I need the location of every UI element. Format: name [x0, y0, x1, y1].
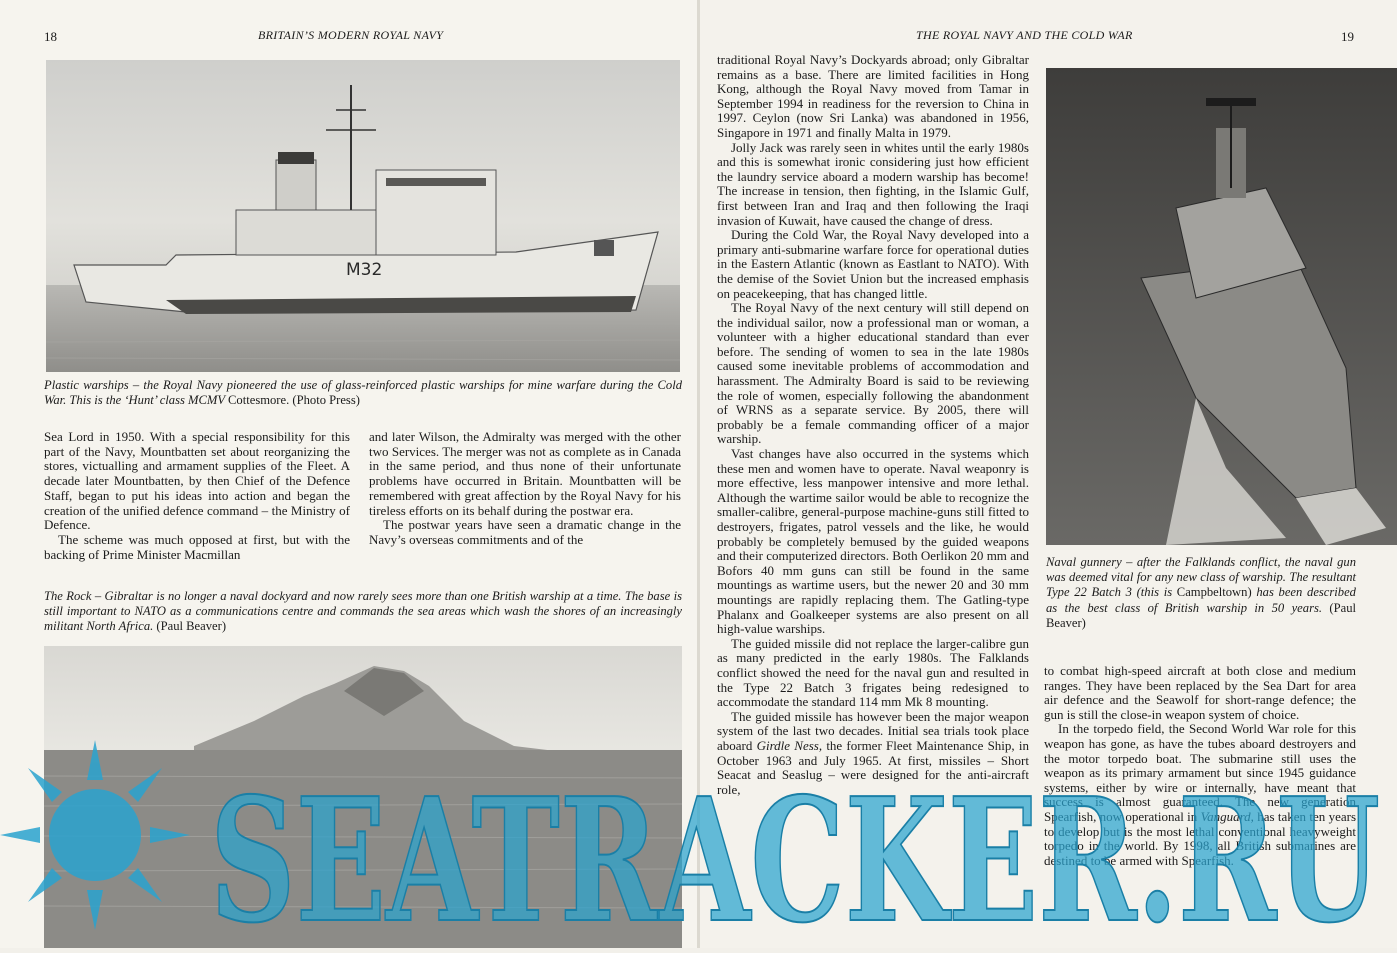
caption-minehunter: [44, 378, 682, 408]
paragraph: Sea Lord in 1950. With a special responsibility for this part of the Navy, Mountbatten set about reorganizing the stores, victualling and armament supplies of the Fleet. A decade later Mountbatten, by then Chief of the Defence Staff, began to put his ideas into action and began the creation of the unified defence command – the Ministry of Defence.: [44, 429, 350, 533]
left-page: [0, 0, 697, 948]
caption-minehunter-credit: (Photo Press): [289, 393, 360, 408]
photo-frigate: [1046, 68, 1397, 545]
paragraph: Vast changes have also occurred in the systems which these men and women have to operate. Naval weaponry is more effective, less manpower intensive and more lethal. Although the wartime sailor would be able to recognize the smaller-calibre, general-purpose machine-guns still fitted to destroyers, frigates, patrol vessels and the like, he would probably be completely bemused by the guided weapons and their computerized directors. Both Oerlikon 20 mm and Bofors 40 mm guns can still be found in the same mountings as wartime users, but the newer 20 and 30 mm mountings are rapidly replacing them. The Gatling-type Phalanx and Goalkeeper systems are also present on all high-value warships.: [717, 446, 1029, 637]
text-run: The guided missile has however been the major weapon system of the last two decades. Initial sea trials took place aboard: [717, 708, 1029, 753]
paragraph: and later Wilson, the Admiralty was merged with the other two Services. The merger was not as complete as in Canada in the same period, and thus none of their unfortunate problems have occurred in Britain. Mountbatten will be remembered with great affection by the Royal Navy for his tireless efforts on its behalf during the postwar era.: [369, 429, 681, 518]
watermark-text: SEATRACKER.RU: [210, 761, 1380, 948]
paragraph: The scheme was much opposed at first, but with the backing of Prime Minister Macmillan: [44, 531, 350, 562]
caption-minehunter-text: Plastic warships – the Royal Navy pioneered the use of glass-reinforced plastic warships for mine warfare during the Cold War. This is the ‘Hunt’ class MCMV: [44, 378, 682, 408]
paragraph: The postwar years have seen a dramatic change in the Navy’s overseas commitments and of the: [369, 517, 681, 547]
text-run: the former Fleet Maintenance Ship, in October 1963 and July 1965. At first, missiles – Short Seacat and Seaslug – were designed for the anti-aircraft role,: [717, 737, 1029, 797]
paragraph: During the Cold War, the Royal Navy developed into a primary anti-submarine warfare force for operational duties in the Eastern Atlantic (known as Eastlant to NATO). With the demise of the Soviet Union but the increased emphasis on peacekeeping, that has changed little.: [717, 227, 1029, 301]
running-head-right: THE ROYAL NAVY AND THE COLD WAR: [916, 28, 1133, 42]
page-number-left: 18: [44, 29, 57, 44]
paragraph: [717, 710, 1029, 798]
right-side-column: [1044, 664, 1356, 868]
paragraph: Jolly Jack was rarely seen in whites until the early 1980s and this is somewhat ironic considering just how efficient the laundry service aboard a modern warship has become! The increase in tension, then fighting, in the Islamic Gulf, first between Iran and Iraq and then following the Iraqi invasion of Kuwait, have caused the change of dress.: [717, 139, 1029, 228]
caption-gibraltar: [44, 589, 682, 635]
ship-name: Vanguard,: [1200, 808, 1254, 824]
running-head-left: BRITAIN’S MODERN ROYAL NAVY: [258, 28, 444, 42]
caption-gibraltar-credit: (Paul Beaver): [153, 619, 227, 634]
photo-gibraltar: [44, 646, 682, 948]
hull-number: M32: [346, 260, 383, 280]
left-column-2: [369, 430, 681, 548]
paragraph: The guided missile did not replace the larger-calibre gun as many predicted in the early 1980s. The Falklands conflict showed the need for the naval gun and resulted in the Type 22 Batch 3 frigates being redesigned to accommodate the standard 114 mm Mk 8 mounting.: [717, 635, 1029, 710]
caption-frigate: [1046, 555, 1356, 631]
paragraph: traditional Royal Navy’s Dockyards abroad; only Gibraltar remains as a base. There are limited facilities in Hong Kong, although the Royal Navy moved from Tamar in September 1994 in readiness for the reversion to China in 1997. Ceylon (now Sri Lanka) was abandoned in 1956, Singapore in 1971 and finally Malta in 1979.: [717, 52, 1029, 140]
paragraph: The Royal Navy of the next century will still depend on the individual sailor, now a professional man or woman, a volunteer with a higher educational standard than ever before. The sending of women to sea in the late 1980s caused some inevitable problems of accommodation and harassment. The Admiralty Board is said to be reviewing the role of women, especially following the abandonment of WRNS as a separate service. By 2005, there will probably be a female commanding officer of a major warship.: [717, 300, 1029, 447]
text-run: In the torpedo field, the Second World War role for this weapon has gone, as have the tubes aboard destroyers and the motor torpedo boat. The submarine still uses the weapon as its primary armament but since 1945 guidance systems, either by wire or internally, have meant that success is almost guaranteed. The new generation Spearfish, now operational in: [1044, 721, 1356, 824]
right-page: [700, 0, 1397, 948]
ship-name: Girdle Ness,: [756, 737, 823, 753]
caption-gibraltar-text: The Rock – Gibraltar is no longer a naval dockyard and now rarely sees more than one British warship at a time. The base is still important to NATO as a communications centre and commands the sea areas which wash the shores of an increasingly militant North Africa.: [44, 589, 682, 634]
caption-frigate-text-2: has been described as the best class of British warship in 50 years.: [1046, 585, 1356, 615]
caption-minehunter-ship: Cottesmore.: [228, 393, 290, 408]
text-run: has taken ten years to develop but is the most lethal conventional heavyweight torpedo in the world. By 1998, all British submarines are destined to be armed with Spearfish.: [1044, 808, 1357, 868]
paragraph: [1044, 722, 1356, 868]
paragraph: to combat high-speed aircraft at both close and medium ranges. They have been replaced by the Sea Dart for area air defence and the Seawolf for short-range defence; the gun is still the close-in weapon system of choice.: [1044, 663, 1356, 722]
left-column-1: [44, 430, 350, 562]
page-number-right: 19: [1341, 29, 1354, 44]
photo-minehunter: [46, 60, 680, 372]
caption-frigate-ship: Campbeltown): [1176, 585, 1252, 600]
caption-frigate-text: Naval gunnery – after the Falklands conflict, the naval gun was deemed vital for any new class of warship. The resultant Type 22 Batch 3 (this is: [1046, 555, 1356, 600]
right-main-column: [717, 53, 1029, 797]
caption-frigate-credit: (Paul Beaver): [1046, 600, 1357, 630]
